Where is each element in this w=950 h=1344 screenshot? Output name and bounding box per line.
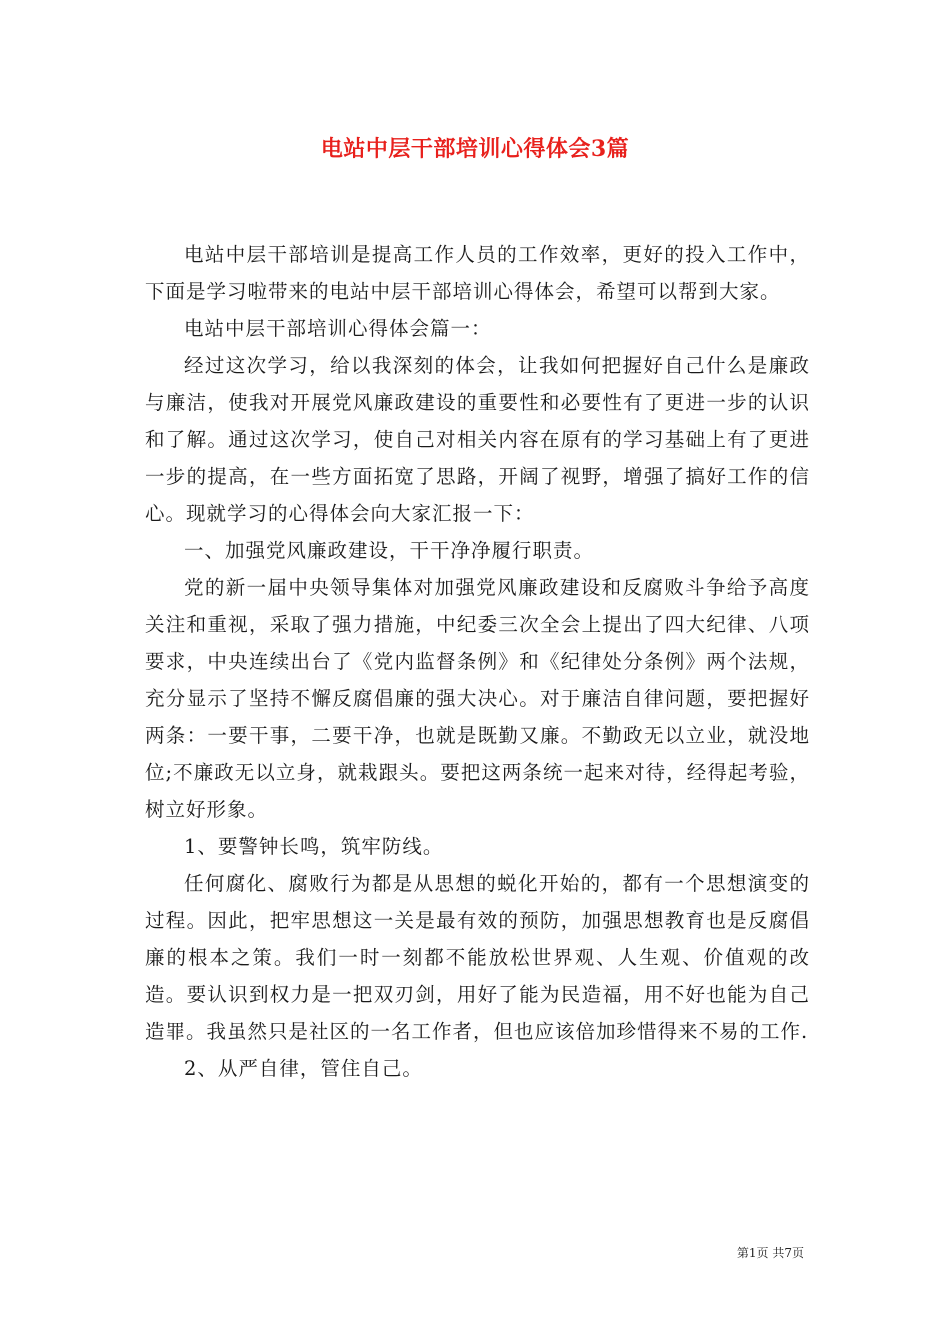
section-heading-part-one: 电站中层干部培训心得体会篇一：	[184, 317, 492, 340]
paragraph-intro: 电站中层干部培训是提高工作人员的工作效率，更好的投入工作中，下面是学习啦带来的电站中层干部培训心得体会，希望可以帮到大家。	[145, 243, 810, 303]
document-title: 电站中层干部培训心得体会3篇	[320, 136, 630, 162]
subheading-alarm-bell: 1、要警钟长鸣，筑牢防线。	[184, 835, 444, 858]
document-body	[145, 236, 810, 1087]
page-number-footer: 第1页 共7页	[736, 1246, 804, 1260]
paragraph-central-leadership: 党的新一届中央领导集体对加强党风廉政建设和反腐败斗争给予高度关注和重视，采取了强力措施，中纪委三次全会上提出了四大纪律、八项要求，中央连续出台了《党内监督条例》和《纪律处分条例》两个法规，充分显示了坚持不懈反腐倡廉的强大决心。对于廉洁自律问题，要把握好两条：一要干事，二要干净，也就是既勤又廉。不勤政无以立业，就没地位;不廉政无以立身，就栽跟头。要把这两条统一起来对待，经得起考验，树立好形象。	[145, 576, 810, 821]
paragraph-corruption-thought: 任何腐化、腐败行为都是从思想的蜕化开始的，都有一个思想演变的过程。因此，把牢思想这一关是最有效的预防，加强思想教育也是反腐倡廉的根本之策。我们一时一刻都不能放松世界观、人生观、价值观的改造。要认识到权力是一把双刃剑，用好了能为民造福，用不好也能为自己造罪。我虽然只是社区的一名工作者，但也应该倍加珍惜得来不易的工作.	[145, 872, 810, 1043]
section-heading-strengthen-party: 一、加强党风廉政建设，干干净净履行职责。	[184, 539, 595, 562]
subheading-self-discipline: 2、从严自律，管住自己。	[184, 1057, 423, 1080]
paragraph-learning-reflection: 经过这次学习，给以我深刻的体会，让我如何把握好自己什么是廉政与廉洁，使我对开展党风廉政建设的重要性和必要性有了更进一步的认识和了解。通过这次学习，使自己对相关内容在原有的学习基础上有了更进一步的提高，在一些方面拓宽了思路，开阔了视野，增强了搞好工作的信心。现就学习的心得体会向大家汇报一下：	[145, 354, 810, 525]
